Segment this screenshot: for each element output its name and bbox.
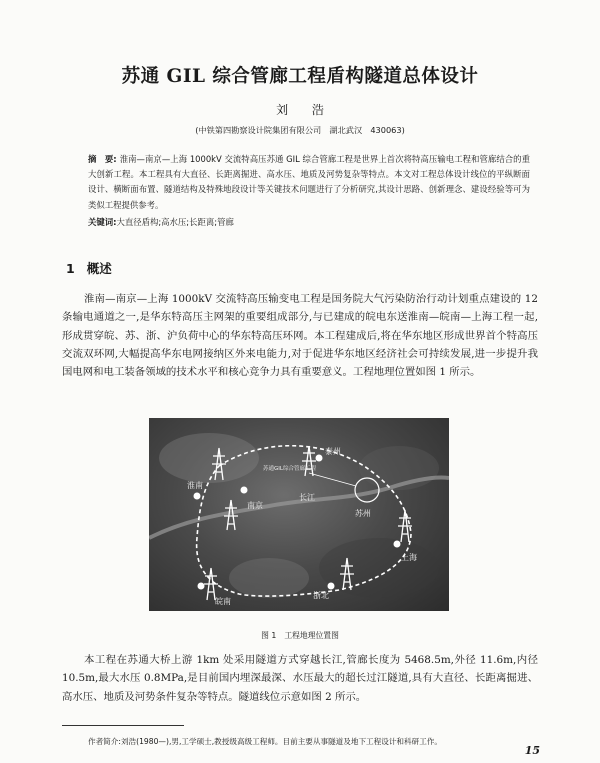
footnote-divider	[62, 725, 184, 726]
project-leader-line	[309, 473, 356, 486]
author-footnote: 作者简介:刘浩(1980—),男,工学硕士,教授级高级工程师。目前主要从事隧道及地下工程设计和科研工作。	[88, 737, 442, 746]
keywords-text: 大直径盾构;高水压;长距离;管廊	[116, 217, 234, 227]
section-number: 1	[66, 261, 75, 276]
figure-caption-number: 图 1	[261, 631, 277, 640]
map-label-zhebei: 浙北	[313, 591, 329, 600]
map-label-huainan: 淮南	[187, 481, 203, 490]
keywords-label: 关键词:	[88, 217, 117, 227]
body-paragraph-2: 本工程在苏通大桥上游 1km 处采用隧道方式穿越长江,管廊长度为 5468.5m,外径 11.6m,内径 10.5m,最大水压 0.8MPa,是目前国内埋深最深、水压最大的超长过江隧道,具有大直径、长距离掘进、高水压、地质及河势条件复杂等特点。隧道线位示意如图 2 所示。	[62, 654, 538, 703]
station-dot	[394, 541, 401, 548]
paper-title: 苏通 GIL 综合管廊工程盾构隧道总体设计	[121, 66, 479, 87]
section-paragraph: 淮南—南京—上海 1000kV 交流特高压输变电工程是国务院大气污染防治行动计划重点建设的 12 条输电通道之一,是华东特高压主网架的重要组成部分,与已建成的皖电东送淮南—皖南—上海工程一起,形成贯穿皖、苏、浙、沪负荷中心的华东特高压环网。本工程建成后,将在华东地区形成世界首个特高压交流双环网,大幅提高华东电网接纳区外来电能力,对于促进华东地区经济社会可持续发展,进一步提升我国电网和电工装备领域的技术水平和核心竞争力具有重要意义。工程地理位置如图 1 所示。	[62, 293, 538, 379]
author-name: 刘 浩	[276, 103, 334, 117]
location-map	[149, 418, 449, 611]
station-dot	[316, 455, 323, 462]
page-number: 15	[524, 744, 540, 757]
location-map-figure	[149, 418, 449, 611]
map-label-suzhou: 苏州	[355, 509, 371, 518]
map-label-nanjing: 南京	[247, 501, 263, 510]
station-dot	[241, 487, 248, 494]
abstract-text: 淮南—南京—上海 1000kV 交流特高压苏通 GIL 综合管廊工程是世界上首次将特高压输电工程和管廊结合的重大创新工程。本工程具有大直径、长距离掘进、高水压、地质及河势复杂等特点。本文对工程总体设计线位的平纵断面设计、横断面布置、隧道结构及特殊地段设计等关键技术问题进行了分析研究,其设计思路、创新理念、建设经验等可为类似工程提供参考。	[88, 154, 530, 210]
tower-icon	[204, 568, 218, 600]
station-dot	[198, 583, 205, 590]
author-affiliation: (中铁第四勘察设计院集团有限公司 湖北武汉 430063)	[195, 125, 405, 135]
map-label-changjiang: 长江	[299, 493, 315, 502]
tower-icon	[398, 510, 412, 542]
abstract-label: 摘 要:	[88, 154, 117, 164]
station-dot	[328, 583, 335, 590]
abstract-block	[88, 152, 530, 213]
figure-caption	[0, 630, 600, 641]
map-label-taizhou: 泰州	[325, 447, 341, 456]
keywords-block	[88, 215, 530, 230]
station-dot	[194, 493, 201, 500]
section-heading	[66, 259, 112, 277]
figure-caption-text: 工程地理位置图	[284, 631, 339, 640]
terrain-texture	[159, 433, 439, 598]
section-title: 概述	[86, 261, 112, 276]
map-label-project: 苏通GIL综合管廊工程	[263, 466, 316, 472]
map-label-wannan: 皖南	[215, 597, 231, 606]
map-label-shanghai: 上海	[401, 553, 417, 562]
